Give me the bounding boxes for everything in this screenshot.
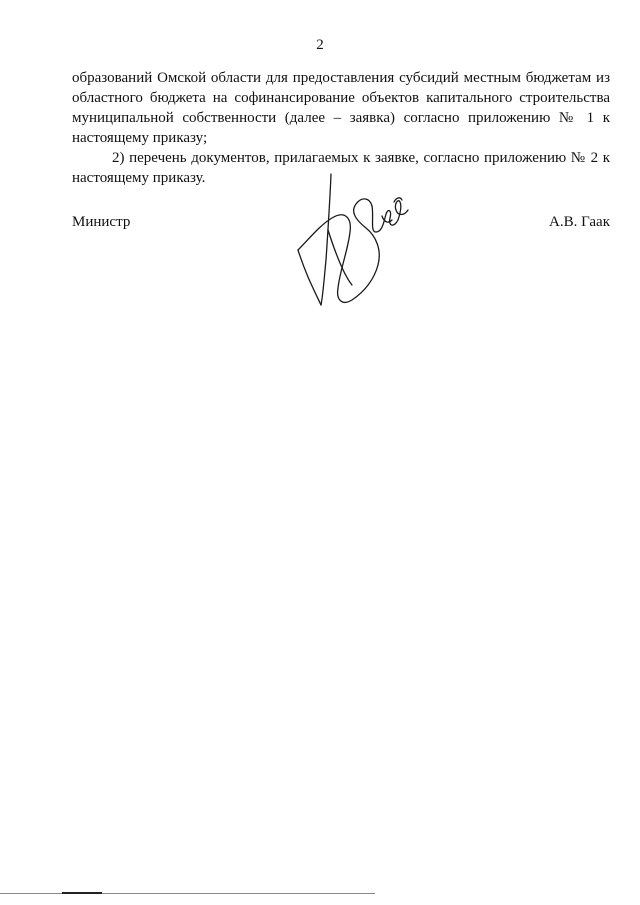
footer-rule-mark: [62, 892, 102, 894]
handwritten-signature: [290, 170, 420, 315]
signer-title: Министр: [72, 214, 131, 230]
paragraph-list-item-2: 2) перечень документов, прилагаемых к заявке, согласно приложению № 2 к настоящему приказу.: [72, 150, 610, 186]
footer-rule: [0, 893, 375, 894]
page-number: 2: [316, 37, 324, 53]
paragraph-continuation: образований Омской области для предоставления субсидий местным бюджетам из областного бюджета на софинансирование объектов капитального строительства муниципальной собственности (далее – заявка) согласно приложению № 1 к настоящему приказу;: [72, 70, 610, 146]
signer-name: А.В. Гаак: [549, 214, 610, 230]
